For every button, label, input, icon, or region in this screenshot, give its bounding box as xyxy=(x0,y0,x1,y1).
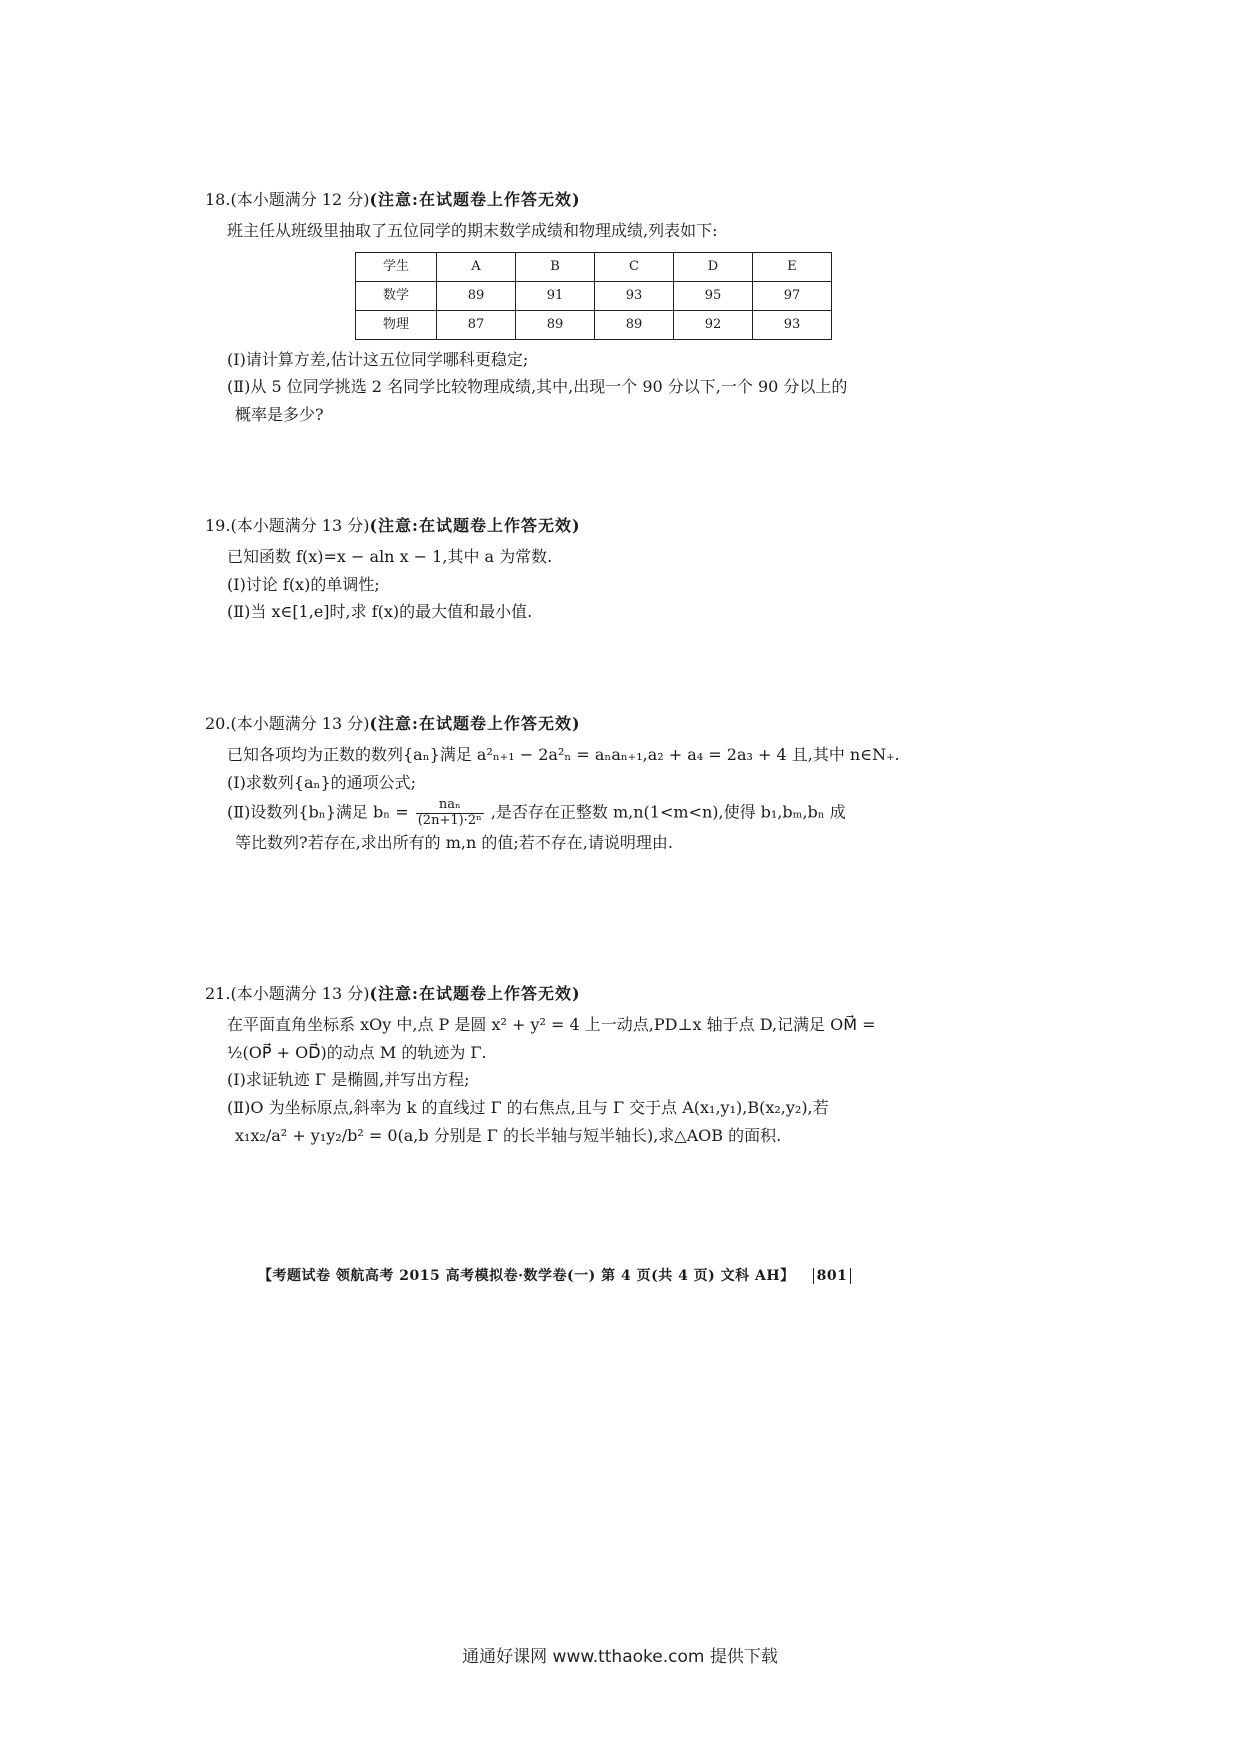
table-cell: 93 xyxy=(753,310,832,339)
table-cell: 89 xyxy=(595,310,674,339)
question-18-part-1: (Ⅰ)请计算方差,估计这五位同学哪科更稳定; xyxy=(227,349,529,369)
table-header-cell: E xyxy=(753,252,832,281)
question-title-text: 21.(本小题满分 13 分) xyxy=(205,984,370,1003)
question-19-part-2: (Ⅱ)当 x∈[1,e]时,求 f(x)的最大值和最小值. xyxy=(227,602,533,622)
formula-suffix: ,是否存在正整数 m,n(1<m<n),使得 b₁,bₘ,bₙ 成 xyxy=(490,802,846,822)
table-cell: 89 xyxy=(516,310,595,339)
table-header-cell: B xyxy=(516,252,595,281)
table-cell: 87 xyxy=(437,310,516,339)
formula-prefix: (Ⅱ)设数列{bₙ}满足 bₙ = xyxy=(227,802,409,822)
table-header-row xyxy=(356,252,832,281)
table-cell: 89 xyxy=(437,281,516,310)
question-20 xyxy=(205,712,945,859)
table-header-cell: C xyxy=(595,252,674,281)
question-20-part-1: (Ⅰ)求数列{aₙ}的通项公式; xyxy=(227,772,417,792)
table-cell: 物理 xyxy=(356,310,437,339)
fraction xyxy=(416,798,484,828)
question-20-intro: 已知各项均为正数的数列{aₙ}满足 a²ₙ₊₁ − 2a²ₙ = aₙaₙ₊₁,a₂ + a₄ = 2a₃ + 4 且,其中 n∈N₊. xyxy=(227,744,900,764)
question-18-title xyxy=(205,188,945,213)
table-cell: 92 xyxy=(674,310,753,339)
question-21-part-1: (Ⅰ)求证轨迹 Γ 是椭圆,并写出方程; xyxy=(227,1070,470,1090)
table-cell: 97 xyxy=(753,281,832,310)
table-row xyxy=(356,310,832,339)
question-21-intro: 在平面直角坐标系 xOy 中,点 P 是圆 x² + y² = 4 上一动点,PD⊥x 轴于点 D,记满足 OM⃗ = xyxy=(227,1014,876,1034)
page-number: 801 xyxy=(813,1268,852,1284)
question-note: (注意:在试题卷上作答无效) xyxy=(369,714,581,733)
question-19-intro: 已知函数 f(x)=x − aln x − 1,其中 a 为常数. xyxy=(227,546,553,566)
question-20-title xyxy=(205,712,945,737)
table-header-cell: D xyxy=(674,252,753,281)
question-21 xyxy=(205,982,945,1152)
table-row xyxy=(356,281,832,310)
question-20-part-2 xyxy=(205,798,945,828)
question-21-intro-cont: ½(OP⃗ + OD⃗)的动点 M 的轨迹为 Γ. xyxy=(227,1042,487,1062)
table-cell: 91 xyxy=(516,281,595,310)
fraction-numerator: naₙ xyxy=(416,798,484,813)
question-19-title xyxy=(205,514,945,539)
table-cell: 95 xyxy=(674,281,753,310)
question-18 xyxy=(205,188,945,431)
question-title-text: 19.(本小题满分 13 分) xyxy=(205,516,370,535)
question-title-text: 18.(本小题满分 12 分) xyxy=(205,190,370,209)
table-cell: 93 xyxy=(595,281,674,310)
question-19-part-1: (Ⅰ)讨论 f(x)的单调性; xyxy=(227,574,380,594)
question-21-part-2-cont: x₁x₂/a² + y₁y₂/b² = 0(a,b 分别是 Γ 的长半轴与短半轴长),求△AOB 的面积. xyxy=(235,1125,782,1145)
page-footer xyxy=(258,1265,938,1285)
question-20-part-2-cont: 等比数列?若存在,求出所有的 m,n 的值;若不存在,请说明理由. xyxy=(235,832,673,852)
question-title-text: 20.(本小题满分 13 分) xyxy=(205,714,370,733)
footer-text: 【考题试卷 领航高考 2015 高考模拟卷·数学卷(一) 第 4 页(共 4 页) 文科 AH】 xyxy=(258,1268,795,1284)
table-header-cell: 学生 xyxy=(356,252,437,281)
question-19 xyxy=(205,514,945,628)
question-18-part-2-cont: 概率是多少? xyxy=(235,405,324,425)
table-header-cell: A xyxy=(437,252,516,281)
question-18-intro: 班主任从班级里抽取了五位同学的期末数学成绩和物理成绩,列表如下: xyxy=(227,220,718,240)
question-21-title xyxy=(205,982,945,1007)
fraction-denominator: (2n+1)·2ⁿ xyxy=(417,812,482,828)
table-cell: 数学 xyxy=(356,281,437,310)
question-note: (注意:在试题卷上作答无效) xyxy=(369,984,581,1003)
question-21-part-2: (Ⅱ)O 为坐标原点,斜率为 k 的直线过 Γ 的右焦点,且与 Γ 交于点 A(x₁,y₁),B(x₂,y₂),若 xyxy=(227,1098,829,1118)
scores-table xyxy=(355,252,832,340)
question-note: (注意:在试题卷上作答无效) xyxy=(369,190,581,209)
source-watermark-text: 通通好课网 www.tthaoke.com 提供下载 xyxy=(462,1647,778,1667)
question-18-part-2: (Ⅱ)从 5 位同学挑选 2 名同学比较物理成绩,其中,出现一个 90 分以下,一个 90 分以上的 xyxy=(227,377,848,397)
question-note: (注意:在试题卷上作答无效) xyxy=(369,516,581,535)
